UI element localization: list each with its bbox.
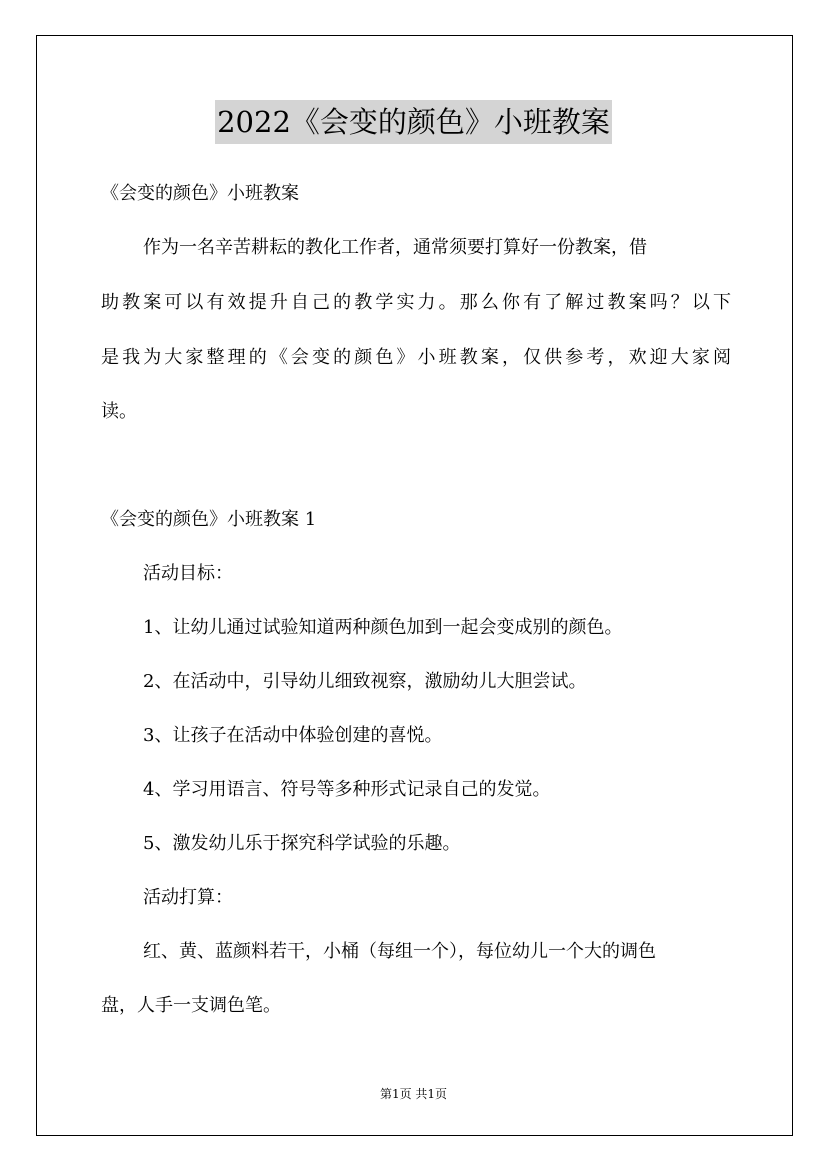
document-subtitle: 《会变的颜色》小班教案 xyxy=(101,183,299,204)
goal-item-1: 1、让幼儿通过试验知道两种颜色加到一起会变成别的颜色。 xyxy=(143,617,623,638)
prep-line-1: 红、黄、蓝颜料若干，小桶（每组一个），每位幼儿一个大的调色 xyxy=(143,941,656,962)
title-container xyxy=(0,100,827,144)
goal-item-2: 2、在活动中，引导幼儿细致视察，激励幼儿大胆尝试。 xyxy=(143,671,587,692)
document-title: 2022《会变的颜色》小班教案 xyxy=(215,100,612,144)
intro-line-1: 作为一名辛苦耕耘的教化工作者，通常须要打算好一份教案，借 xyxy=(143,237,647,258)
prep-line-2: 盘，人手一支调色笔。 xyxy=(101,995,281,1016)
intro-line-2: 助教案可以有效提升自己的教学实力。那么你有了解过教案吗？以下 xyxy=(101,292,731,313)
goal-item-4: 4、学习用语言、符号等多种形式记录自己的发觉。 xyxy=(143,779,551,800)
page-footer: 第1页 共1页 xyxy=(379,1087,448,1101)
section-heading: 《会变的颜色》小班教案 1 xyxy=(101,509,317,530)
goals-heading: 活动目标： xyxy=(143,563,233,584)
goal-item-5: 5、激发幼儿乐于探究科学试验的乐趣。 xyxy=(143,833,461,854)
goal-item-3: 3、让孩子在活动中体验创建的喜悦。 xyxy=(143,725,443,746)
prep-heading: 活动打算： xyxy=(143,887,233,908)
intro-line-4: 读。 xyxy=(101,401,137,422)
intro-line-3: 是我为大家整理的《会变的颜色》小班教案，仅供参考，欢迎大家阅 xyxy=(101,347,731,368)
